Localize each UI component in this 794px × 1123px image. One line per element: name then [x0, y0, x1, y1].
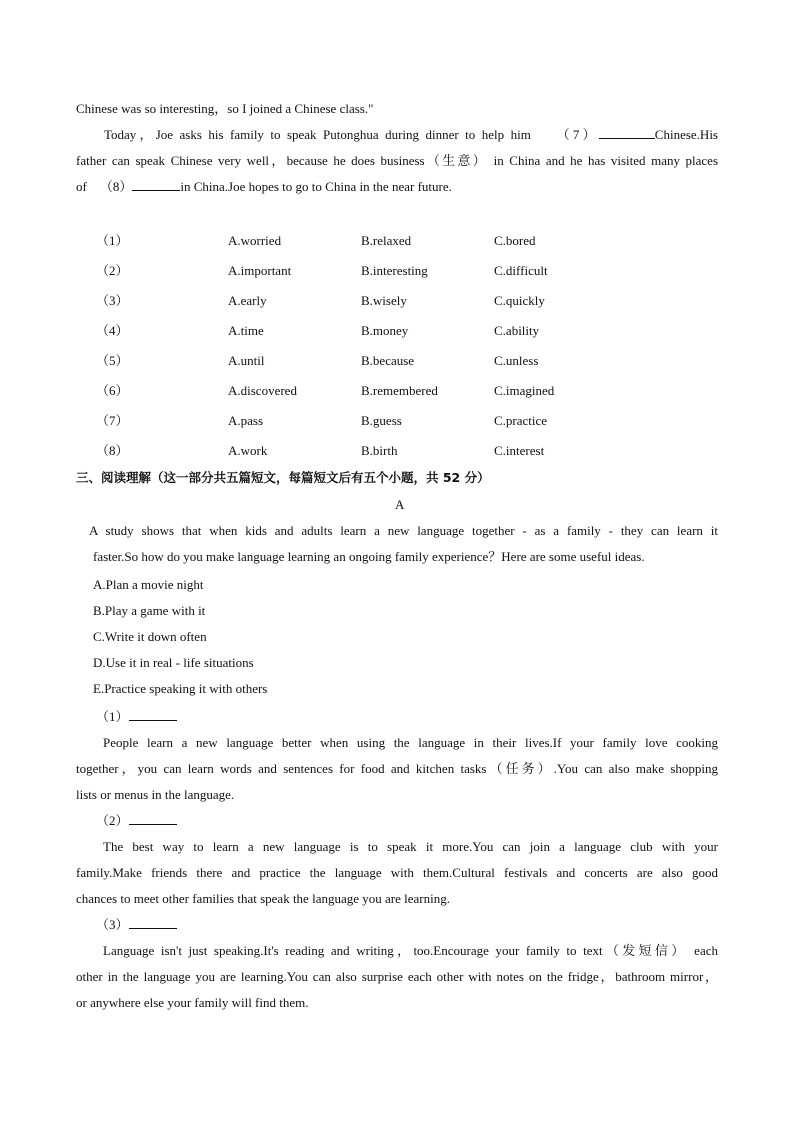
option-b[interactable]: B.guess: [361, 413, 402, 428]
option-row: [0, 383, 794, 399]
option-c[interactable]: C.bored: [494, 233, 536, 248]
option-row: [0, 443, 794, 459]
question-number: （6）: [96, 383, 129, 398]
paragraph-line: or anywhere else your family will find them.: [76, 995, 309, 1010]
passage-text: Chinese.His: [654, 127, 718, 142]
question-1: [96, 709, 177, 725]
passage-text: of: [76, 179, 87, 194]
option-b[interactable]: B.money: [361, 323, 409, 338]
option-c[interactable]: C.imagined: [494, 383, 555, 398]
idea-option: D.Use it in real - life situations: [93, 655, 254, 670]
option-row: [0, 263, 794, 279]
question-number: （3）: [96, 917, 129, 932]
paragraph-line: other in the language you are learning.You can also surprise each other with notes on the fridge，bathroom mirror，: [76, 969, 718, 984]
option-b[interactable]: B.remembered: [361, 383, 438, 398]
idea-option: A.Plan a movie night: [93, 577, 204, 592]
option-a[interactable]: A.pass: [228, 413, 264, 428]
option-row: [0, 323, 794, 339]
paragraph-line: Language isn't just speaking.It's reading and writing，too.Encourage your family to text（发短信） each: [103, 943, 718, 958]
option-a[interactable]: A.important: [228, 263, 292, 278]
answer-blank[interactable]: [599, 127, 655, 139]
question-number: （2）: [96, 813, 129, 828]
option-a[interactable]: A.early: [228, 293, 267, 308]
passage-line: Chinese was so interesting，so I joined a Chinese class.": [76, 101, 374, 116]
idea-option: E.Practice speaking it with others: [93, 681, 268, 696]
option-a[interactable]: A.worried: [228, 233, 282, 248]
passage-line: father can speak Chinese very well，because he does business（生意） in China and he has visited many places: [76, 153, 718, 168]
idea-option: B.Play a game with it: [93, 603, 206, 618]
paragraph-line: The best way to learn a new language is to speak it more.You can join a language club with your: [103, 839, 718, 854]
option-a[interactable]: A.discovered: [228, 383, 297, 398]
option-a[interactable]: A.time: [228, 323, 264, 338]
option-row: [0, 293, 794, 309]
question-number: （8）: [96, 443, 129, 458]
question-number: （4）: [96, 323, 129, 338]
answer-blank[interactable]: [132, 179, 180, 191]
section-heading: 三、阅读理解（这一部分共五篇短文，每篇短文后有五个小题，共 52 分）: [76, 470, 490, 485]
idea-option: C.Write it down often: [93, 629, 207, 644]
passage-label: A: [395, 497, 405, 512]
paragraph-line: lists or menus in the language.: [76, 787, 235, 802]
answer-blank[interactable]: [129, 813, 177, 825]
question-number: （7）: [96, 413, 129, 428]
paragraph-line: family.Make friends there and practice the language with them.Cultural festivals and concerts are also good: [76, 865, 718, 880]
question-number: （2）: [96, 263, 129, 278]
question-number: （5）: [96, 353, 129, 368]
option-row: [0, 233, 794, 249]
paragraph-line: chances to meet other families that speak the language you are learning.: [76, 891, 450, 906]
intro-line: faster.So how do you make language learning an ongoing family experience？Here are some useful ideas.: [93, 549, 645, 564]
paragraph-line: People learn a new language better when using the language in their lives.If your family love cooking: [103, 735, 718, 750]
option-c[interactable]: C.practice: [494, 413, 548, 428]
option-c[interactable]: C.quickly: [494, 293, 545, 308]
question-3: [96, 917, 177, 933]
intro-line: A study shows that when kids and adults learn a new language together - as a family - they can learn it: [89, 523, 718, 538]
question-number: （1）: [96, 233, 129, 248]
answer-blank[interactable]: [129, 917, 177, 929]
option-b[interactable]: B.because: [361, 353, 415, 368]
option-a[interactable]: A.until: [228, 353, 265, 368]
blank-number: （8）: [99, 179, 133, 194]
question-number: （3）: [96, 293, 129, 308]
passage-line: [76, 127, 718, 143]
option-b[interactable]: B.wisely: [361, 293, 407, 308]
answer-blank[interactable]: [129, 709, 177, 721]
option-row: [0, 413, 794, 429]
option-c[interactable]: C.unless: [494, 353, 539, 368]
paragraph-line: together，you can learn words and sentences for food and kitchen tasks（任务）.You can also make shopping: [76, 761, 718, 776]
option-c[interactable]: C.difficult: [494, 263, 548, 278]
passage-text: in China.Joe hopes to go to China in the near future.: [180, 179, 452, 194]
passage-text: Today，Joe asks his family to speak Putonghua during dinner to help him: [104, 127, 531, 142]
option-b[interactable]: B.interesting: [361, 263, 428, 278]
option-b[interactable]: B.relaxed: [361, 233, 412, 248]
question-number: （1）: [96, 709, 129, 724]
option-b[interactable]: B.birth: [361, 443, 398, 458]
blank-number: （7）: [556, 127, 599, 142]
option-a[interactable]: A.work: [228, 443, 268, 458]
option-c[interactable]: C.interest: [494, 443, 545, 458]
passage-line: [76, 179, 452, 195]
option-c[interactable]: C.ability: [494, 323, 540, 338]
question-2: [96, 813, 177, 829]
option-row: [0, 353, 794, 369]
